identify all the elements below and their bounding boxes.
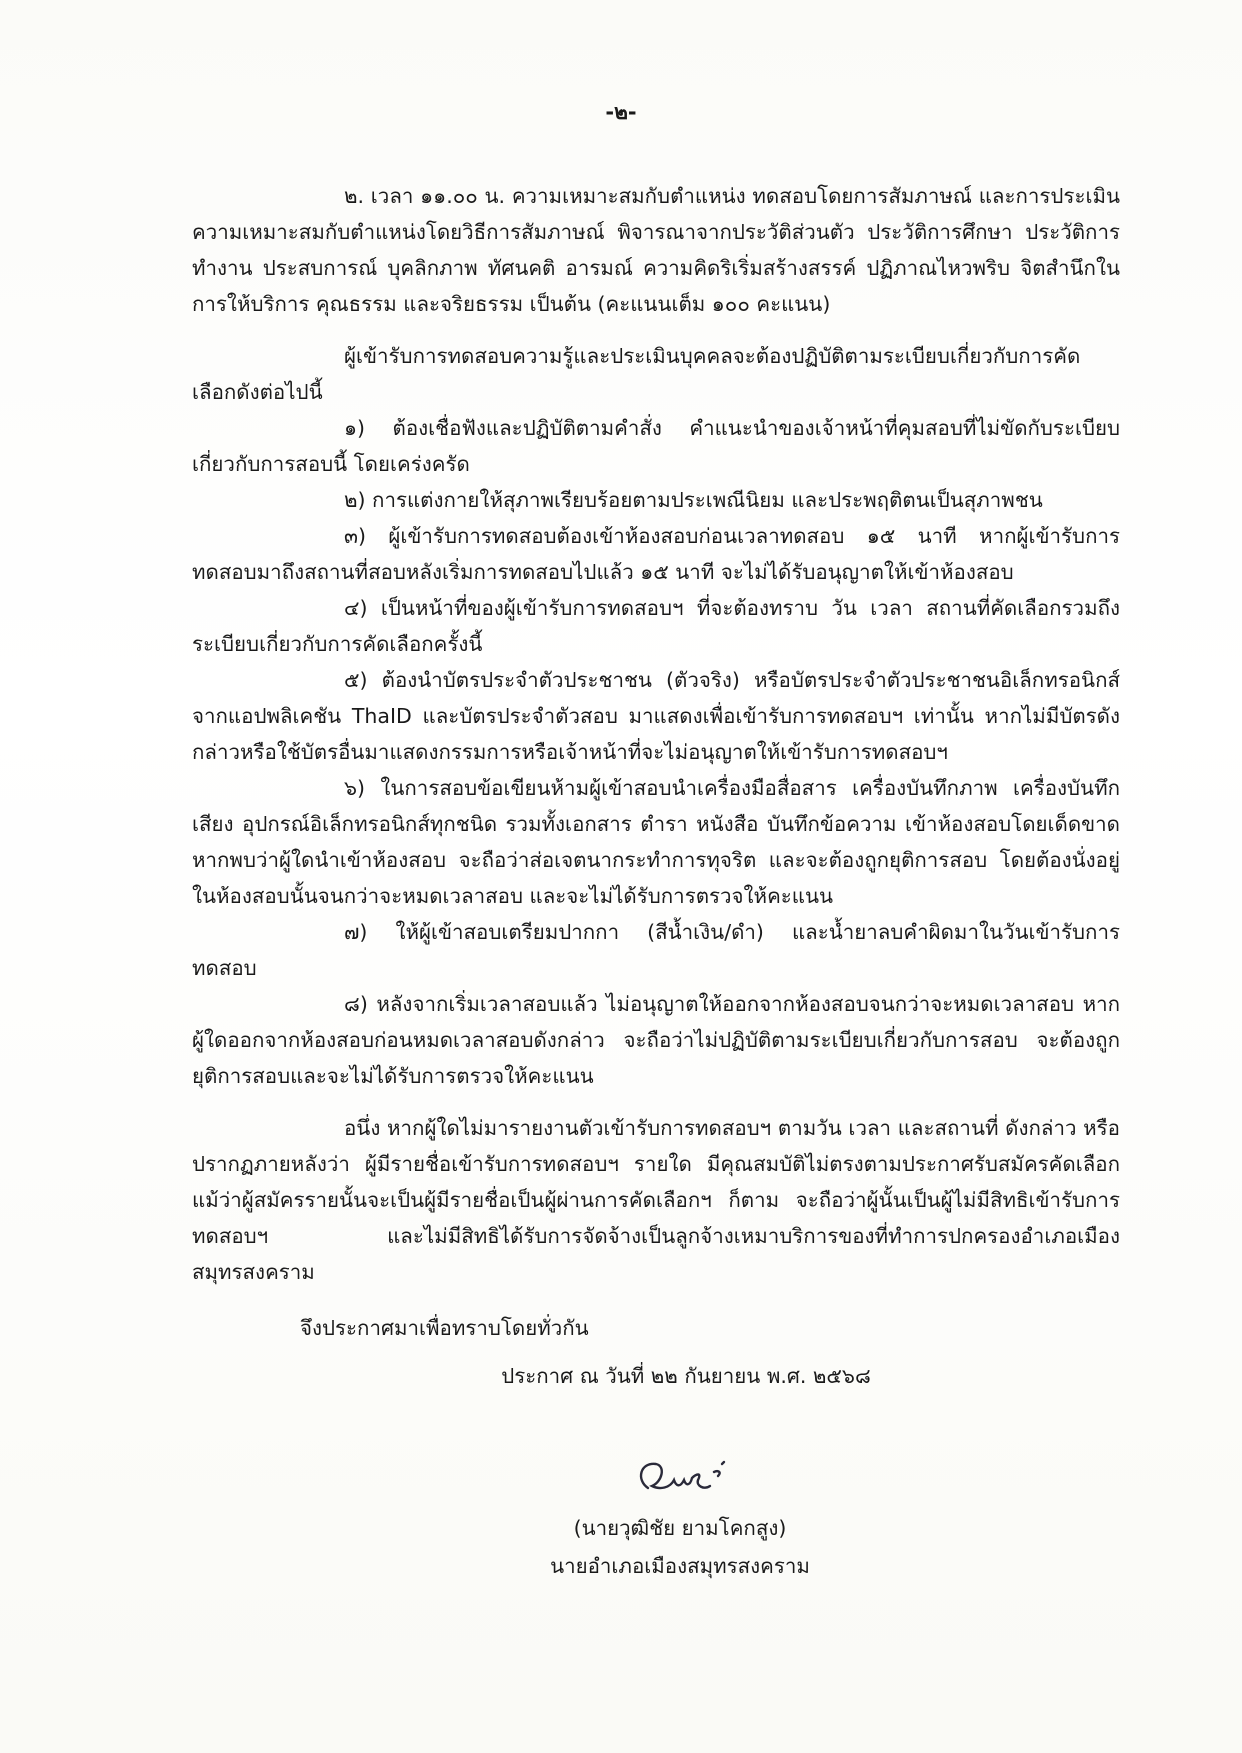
- rule-item-1: ๑) ต้องเชื่อฟังและปฏิบัติตามคำสั่ง คำแนะนำของเจ้าหน้าที่คุมสอบที่ไม่ขัดกับระเบียบเกี่ยวกับการสอบนี้ โดยเคร่งครัด: [192, 416, 1120, 476]
- rule-item-4: ๔) เป็นหน้าที่ของผู้เข้ารับการทดสอบฯ ที่จะต้องทราบ วัน เวลา สถานที่คัดเลือกรวมถึงระเบียบเกี่ยวกับการคัดเลือกครั้งนี้: [192, 596, 1120, 656]
- handwritten-signature: [626, 1450, 736, 1510]
- page-number: -๒-: [605, 100, 637, 124]
- paragraph-interview: ๒. เวลา ๑๑.๐๐ น. ความเหมาะสมกับตำแหน่ง ทดสอบโดยการสัมภาษณ์ และการประเมินความเหมาะสมกับตำแหน่งโดยวิธีการสัมภาษณ์ พิจารณาจากประวัติส่วนตัว ประวัติการศึกษา ประวัติการทำงาน ประสบการณ์ บุคลิกภาพ ทัศนคติ อารมณ์ ความคิดริเริ่มสร้างสรรค์ ปฏิภาณไหวพริบ จิตสำนึกในการให้บริการ คุณธรรม และจริยธรรม เป็นต้น (คะแนนเต็ม ๑๐๐ คะแนน): [192, 184, 1120, 316]
- closing-statement: จึงประกาศมาเพื่อทราบโดยทั่วกัน: [300, 1316, 589, 1340]
- rule-item-7: ๗) ให้ผู้เข้าสอบเตรียมปากกา (สีน้ำเงิน/ดำ) และน้ำยาลบคำผิดมาในวันเข้ารับการทดสอบ: [192, 920, 1120, 980]
- rule-item-3: ๓) ผู้เข้ารับการทดสอบต้องเข้าห้องสอบก่อนเวลาทดสอบ ๑๕ นาที หากผู้เข้ารับการทดสอบมาถึงสถานที่สอบหลังเริ่มการทดสอบไปแล้ว ๑๕ นาที จะไม่ได้รับอนุญาตให้เข้าห้องสอบ: [192, 524, 1120, 584]
- document-body: [192, 178, 1120, 1394]
- rule-item-6: ๖) ในการสอบข้อเขียนห้ามผู้เข้าสอบนำเครื่องมือสื่อสาร เครื่องบันทึกภาพ เครื่องบันทึกเสียง อุปกรณ์อิเล็กทรอนิกส์ทุกชนิด รวมทั้งเอกสาร ตำรา หนังสือ บันทึกข้อความ เข้าห้องสอบโดยเด็ดขาด หากพบว่าผู้ใดนำเข้าห้องสอบ จะถือว่าส่อเจตนากระทำการทุจริต และจะต้องถูกยุติการสอบ โดยต้องนั่งอยู่ในห้องสอบนั้นจนกว่าจะหมดเวลาสอบ และจะไม่ได้รับการตรวจให้คะแนน: [192, 776, 1120, 908]
- rule-item-8: ๘) หลังจากเริ่มเวลาสอบแล้ว ไม่อนุญาตให้ออกจากห้องสอบจนกว่าจะหมดเวลาสอบ หากผู้ใดออกจากห้องสอบก่อนหมดเวลาสอบดังกล่าว จะถือว่าไม่ปฏิบัติตามระเบียบเกี่ยวกับการสอบ จะต้องถูกยุติการสอบและจะไม่ได้รับการตรวจให้คะแนน: [192, 992, 1120, 1088]
- paragraph-rules-intro: ผู้เข้ารับการทดสอบความรู้และประเมินบุคคลจะต้องปฏิบัติตามระเบียบเกี่ยวกับการคัดเลือกดังต่อไปนี้: [192, 344, 1081, 404]
- signatory-title: นายอำเภอเมืองสมุทรสงคราม: [550, 1554, 810, 1578]
- announcement-date: ประกาศ ณ วันที่ ๒๒ กันยายน พ.ศ. ๒๕๖๘: [501, 1364, 871, 1388]
- rule-item-2: ๒) การแต่งกายให้สุภาพเรียบร้อยตามประเพณีนิยม และประพฤติตนเป็นสุภาพชน: [344, 488, 1043, 512]
- rule-item-5: ๕) ต้องนำบัตรประจำตัวประชาชน (ตัวจริง) หรือบัตรประจำตัวประชาชนอิเล็กทรอนิกส์จากแอปพลิเคชัน ThaID และบัตรประจำตัวสอบ มาแสดงเพื่อเข้ารับการทดสอบฯ เท่านั้น หากไม่มีบัตรดังกล่าวหรือใช้บัตรอื่นมาแสดงกรรมการหรือเจ้าหน้าที่จะไม่อนุญาตให้เข้ารับการทดสอบฯ: [192, 668, 1120, 764]
- paragraph-disqualification: อนึ่ง หากผู้ใดไม่มารายงานตัวเข้ารับการทดสอบฯ ตามวัน เวลา และสถานที่ ดังกล่าว หรือปรากฏภายหลังว่า ผู้มีรายชื่อเข้ารับการทดสอบฯ รายใด มีคุณสมบัติไม่ตรงตามประกาศรับสมัครคัดเลือก แม้ว่าผู้สมัครรายนั้นจะเป็นผู้มีรายชื่อเป็นผู้ผ่านการคัดเลือกฯ ก็ตาม จะถือว่าผู้นั้นเป็นผู้ไม่มีสิทธิเข้ารับการทดสอบฯ และไม่มีสิทธิได้รับการจัดจ้างเป็นลูกจ้างเหมาบริการของที่ทำการปกครองอำเภอเมืองสมุทรสงคราม: [192, 1116, 1120, 1284]
- signatory-name: (นายวุฒิชัย ยามโคกสูง): [573, 1516, 787, 1540]
